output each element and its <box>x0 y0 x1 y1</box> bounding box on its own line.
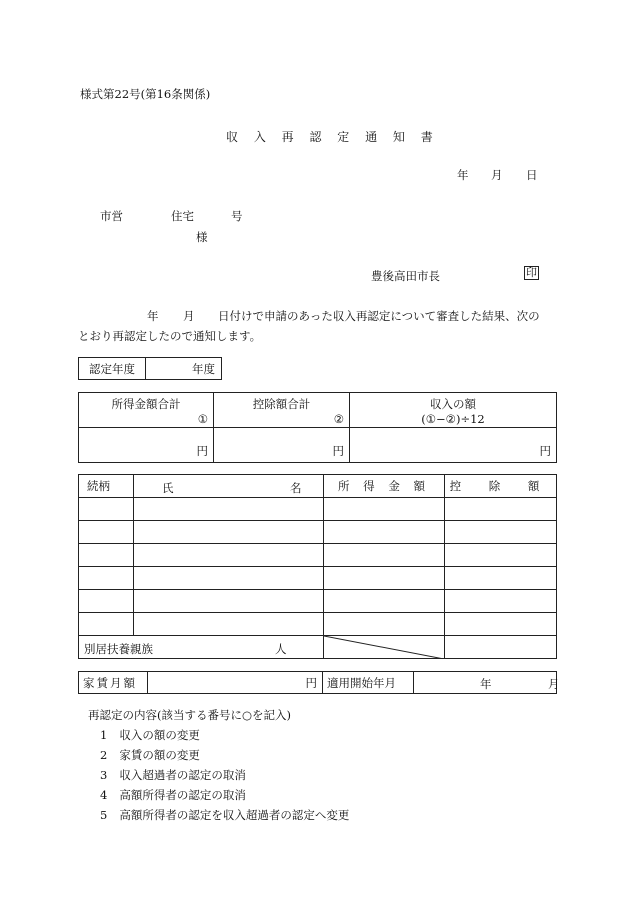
table-row <box>79 567 557 590</box>
list-item <box>100 747 349 767</box>
date-month-label: 月 <box>491 168 503 182</box>
diagonal-line <box>324 636 444 659</box>
income-cell <box>324 613 445 636</box>
addressee-city-operated: 市営 <box>100 209 123 223</box>
deduction-cell <box>445 567 557 590</box>
list-item <box>100 807 349 827</box>
item-number: 5 <box>100 808 108 822</box>
separate-dependents-cell <box>79 636 324 659</box>
diagonal-cell <box>324 636 445 659</box>
body-text-line2: とおり再認定したので通知します。 <box>78 329 262 343</box>
total-deduction-header: 控除額合計 <box>252 397 311 411</box>
deduction-cell <box>445 613 557 636</box>
monthly-rent-yen: 円 <box>148 672 323 694</box>
item-number: 4 <box>100 788 108 802</box>
income-amount-column-header: 所 得 金 額 <box>324 475 445 498</box>
name-cell <box>134 544 324 567</box>
item-number: 3 <box>100 768 108 782</box>
start-year-label: 年 <box>480 677 492 691</box>
date-year-label: 年 <box>457 168 469 182</box>
name-cell <box>134 521 324 544</box>
people-unit: 人 <box>275 642 287 656</box>
document-title: 収 入 再 認 定 通 知 書 <box>226 130 439 144</box>
item-text: 収入の額の変更 <box>119 728 200 742</box>
monthly-rent-label: 家賃月額 <box>79 672 148 694</box>
name-header-cell <box>134 475 324 498</box>
item-text: 家賃の額の変更 <box>119 748 200 762</box>
total-deduction-mark: ② <box>333 412 344 426</box>
relation-header: 続柄 <box>79 475 134 498</box>
table-row <box>79 498 557 521</box>
total-income-mark: ① <box>197 412 208 426</box>
income-cell <box>324 567 445 590</box>
list-item <box>100 767 349 787</box>
addressee-housing: 住宅 <box>171 209 194 223</box>
seal-mark: 印 <box>526 266 537 279</box>
separate-dependents-label: 別居扶養親族 <box>84 642 153 656</box>
name-cell <box>134 567 324 590</box>
name-cell <box>134 613 324 636</box>
relation-cell <box>79 498 134 521</box>
income-amount-header: 収入の額 <box>430 397 476 411</box>
issuer-name: 豊後高田市長 <box>371 269 440 283</box>
item-number: 1 <box>100 728 108 742</box>
contents-list <box>100 727 349 827</box>
start-date-cell <box>414 672 560 694</box>
certification-year-box <box>78 357 222 380</box>
deduction-cell <box>445 590 557 613</box>
addressee-honorific: 様 <box>196 230 208 244</box>
deduction-cell <box>445 544 557 567</box>
form-number: 様式第22号(第16条関係) <box>80 87 211 101</box>
total-income-yen: 円 <box>79 428 214 463</box>
body-month-label: 月 <box>183 309 195 323</box>
table-row <box>79 544 557 567</box>
addressee-number: 号 <box>231 209 243 223</box>
relation-cell <box>79 567 134 590</box>
start-month-label: 月 <box>548 677 560 691</box>
certification-year-unit: 年度 <box>146 358 222 380</box>
relation-cell <box>79 544 134 567</box>
start-date-label: 適用開始年月 <box>323 672 414 694</box>
deduction-cell <box>445 521 557 544</box>
income-cell <box>324 590 445 613</box>
date-day-label: 日 <box>526 168 538 182</box>
relation-cell <box>79 521 134 544</box>
contents-heading: 再認定の内容(該当する番号に○を記入) <box>88 708 292 722</box>
item-number: 2 <box>100 748 108 762</box>
certification-year-label: 認定年度 <box>79 358 146 380</box>
income-amount-formula: (①−②)÷12 <box>421 412 485 426</box>
relation-cell <box>79 613 134 636</box>
separate-dependents-deduction-cell <box>445 636 557 659</box>
table-row <box>79 521 557 544</box>
name-cell <box>134 590 324 613</box>
deduction-column-header: 控 除 額 <box>445 475 557 498</box>
income-table <box>78 392 557 463</box>
income-cell <box>324 544 445 567</box>
income-cell <box>324 521 445 544</box>
deduction-cell <box>445 498 557 521</box>
item-text: 高額所得者の認定の取消 <box>119 788 246 802</box>
income-amount-header-cell <box>350 393 557 428</box>
relation-cell <box>79 590 134 613</box>
name-header-first: 氏 <box>162 481 174 495</box>
total-income-header: 所得金額合計 <box>111 397 181 411</box>
table-row <box>79 590 557 613</box>
table-row <box>79 613 557 636</box>
name-cell <box>134 498 324 521</box>
list-item <box>100 727 349 747</box>
item-text: 高額所得者の認定を収入超過者の認定へ変更 <box>119 808 350 822</box>
item-text: 収入超過者の認定の取消 <box>119 768 246 782</box>
total-income-header-cell <box>79 393 214 428</box>
separate-dependents-row <box>79 636 557 659</box>
income-amount-yen: 円 <box>350 428 557 463</box>
name-header-second: 名 <box>290 481 302 495</box>
list-item <box>100 787 349 807</box>
rent-table <box>78 671 560 694</box>
income-cell <box>324 498 445 521</box>
total-deduction-yen: 円 <box>214 428 350 463</box>
body-text-line1: 日付けで申請のあった収入再認定について審査した結果、次の <box>218 309 540 323</box>
total-deduction-header-cell <box>214 393 350 428</box>
family-table <box>78 474 557 659</box>
body-year-label: 年 <box>147 309 159 323</box>
